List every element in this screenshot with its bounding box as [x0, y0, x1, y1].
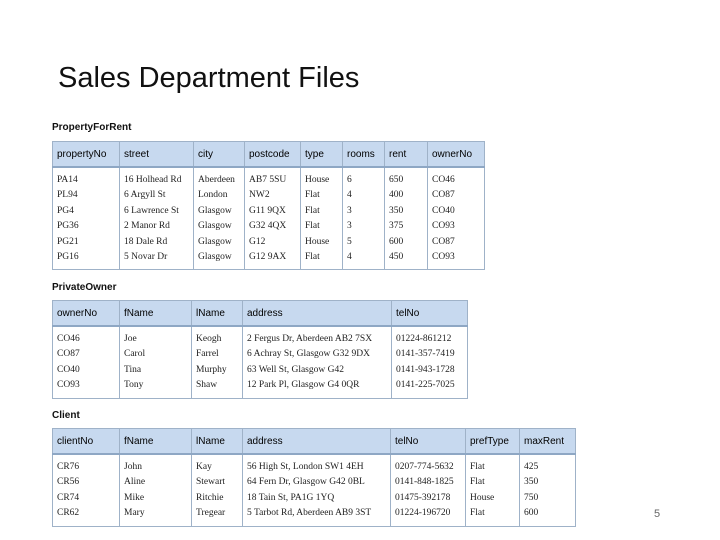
table-cell: 6 Achray St, Glasgow G32 9DX [243, 347, 392, 362]
table-cell: PA14 [57, 175, 78, 185]
column-header: ownerNo [428, 142, 485, 168]
table-cell: House [466, 491, 520, 506]
table-cell: 3 [343, 219, 385, 234]
table-cell: 5 Tarbot Rd, Aberdeen AB9 3ST [243, 506, 391, 526]
table-cell: Glasgow [194, 250, 245, 270]
property-for-rent-table [52, 141, 485, 270]
table-cell: Flat [301, 188, 343, 203]
table-cell: 600 [520, 506, 576, 526]
table-row [53, 378, 468, 398]
table-cell: 64 Fern Dr, Glasgow G42 0BL [243, 475, 391, 490]
page-number: 5 [654, 508, 661, 520]
table-row [53, 188, 485, 203]
table-cell: Glasgow [194, 204, 245, 219]
table-cell: G12 [245, 235, 301, 250]
table-cell: 5 [343, 235, 385, 250]
table-cell: Aline [120, 475, 192, 490]
table-cell: John [120, 454, 192, 475]
table-cell: Shaw [192, 378, 243, 398]
table-cell: Kay [192, 454, 243, 475]
table-cell: CO46 [428, 167, 485, 188]
table-cell: 0207-774-5632 [391, 454, 466, 475]
table-cell: 600 [385, 235, 428, 250]
column-header: fName [120, 301, 192, 327]
table-cell: 6 Argyll St [120, 188, 194, 203]
table-cell: CO93 [428, 219, 485, 234]
table-row [53, 250, 485, 270]
table-cell: PG4 [57, 205, 74, 216]
client-label: Client [52, 410, 80, 421]
table-cell: 450 [385, 250, 428, 270]
table-row [53, 167, 485, 188]
table-cell: Keogh [192, 326, 243, 347]
table-cell: House [301, 167, 343, 188]
column-header: telNo [392, 301, 468, 327]
table-cell: House [301, 235, 343, 250]
table-row [53, 491, 576, 506]
column-header: propertyNo [53, 142, 120, 168]
table-cell: 400 [385, 188, 428, 203]
table-cell: 0141-357-7419 [392, 347, 468, 362]
table-row [53, 326, 468, 347]
table-cell: Farrel [192, 347, 243, 362]
table-cell: CO87 [428, 235, 485, 250]
private-owner-table [52, 300, 468, 399]
column-header: telNo [391, 429, 466, 455]
column-header: ownerNo [53, 301, 120, 327]
table-cell: Mike [120, 491, 192, 506]
table-cell: 5 Novar Dr [120, 250, 194, 270]
column-header: maxRent [520, 429, 576, 455]
table-cell: 6 [343, 167, 385, 188]
table-cell: Flat [301, 219, 343, 234]
table-cell: CO93 [57, 380, 80, 391]
table-cell: PG21 [57, 236, 79, 247]
table-cell: 425 [520, 454, 576, 475]
table-cell: CO93 [428, 250, 485, 270]
page-title: Sales Department Files [58, 62, 360, 94]
table-cell: Joe [120, 326, 192, 347]
table-cell: 63 Well St, Glasgow G42 [243, 363, 392, 378]
table-cell: PG36 [57, 221, 79, 232]
table-cell: Glasgow [194, 235, 245, 250]
table-header-row [53, 142, 485, 168]
table-cell: CR62 [57, 508, 80, 519]
table-cell: CO40 [57, 364, 80, 375]
table-cell: G12 9AX [245, 250, 301, 270]
table-cell: Flat [301, 204, 343, 219]
table-cell: Carol [120, 347, 192, 362]
table-cell: 56 High St, London SW1 4EH [243, 454, 391, 475]
table-cell: CR76 [57, 462, 80, 472]
table-header-row [53, 301, 468, 327]
table-cell: Flat [301, 250, 343, 270]
table-cell: 650 [385, 167, 428, 188]
property-for-rent-label: PropertyForRent [52, 122, 132, 133]
column-header: street [120, 142, 194, 168]
table-cell: 0141-848-1825 [391, 475, 466, 490]
table-cell: 18 Dale Rd [120, 235, 194, 250]
column-header: rent [385, 142, 428, 168]
table-row [53, 235, 485, 250]
table-cell: PL94 [57, 190, 78, 201]
table-cell: Murphy [192, 363, 243, 378]
table-row [53, 347, 468, 362]
column-header: address [243, 301, 392, 327]
table-cell: 12 Park Pl, Glasgow G4 0QR [243, 378, 392, 398]
column-header: fName [120, 429, 192, 455]
table-cell: 0141-225-7025 [392, 378, 468, 398]
table-cell: 2 Manor Rd [120, 219, 194, 234]
table-cell: 750 [520, 491, 576, 506]
column-header: clientNo [53, 429, 120, 455]
table-cell: 3 [343, 204, 385, 219]
table-cell: 6 Lawrence St [120, 204, 194, 219]
table-cell: London [194, 188, 245, 203]
table-cell: 350 [385, 204, 428, 219]
table-row [53, 219, 485, 234]
table-cell: 4 [343, 188, 385, 203]
table-cell: 16 Holhead Rd [120, 167, 194, 188]
table-cell: 4 [343, 250, 385, 270]
table-cell: 01475-392178 [391, 491, 466, 506]
column-header: type [301, 142, 343, 168]
table-cell: Tony [120, 378, 192, 398]
table-cell: G11 9QX [245, 204, 301, 219]
column-header: city [194, 142, 245, 168]
table-cell: CO40 [428, 204, 485, 219]
table-cell: Aberdeen [194, 167, 245, 188]
column-header: postcode [245, 142, 301, 168]
table-cell: Stewart [192, 475, 243, 490]
table-cell: Tina [120, 363, 192, 378]
table-cell: Ritchie [192, 491, 243, 506]
table-cell: 375 [385, 219, 428, 234]
table-cell: 0141-943-1728 [392, 363, 468, 378]
table-cell: 18 Tain St, PA1G 1YQ [243, 491, 391, 506]
table-row [53, 454, 576, 475]
table-cell: Tregear [192, 506, 243, 526]
table-cell: 01224-196720 [391, 506, 466, 526]
table-cell: Glasgow [194, 219, 245, 234]
column-header: address [243, 429, 391, 455]
private-owner-label: PrivateOwner [52, 282, 117, 293]
table-cell: NW2 [245, 188, 301, 203]
table-cell: PG16 [57, 252, 79, 263]
table-cell: 2 Fergus Dr, Aberdeen AB2 7SX [243, 326, 392, 347]
table-header-row [53, 429, 576, 455]
table-row [53, 506, 576, 526]
column-header: rooms [343, 142, 385, 168]
table-cell: CO87 [428, 188, 485, 203]
column-header: lName [192, 301, 243, 327]
column-header: lName [192, 429, 243, 455]
table-row [53, 204, 485, 219]
table-cell: CO87 [57, 349, 80, 360]
table-cell: CR56 [57, 477, 80, 488]
table-cell: Flat [466, 475, 520, 490]
table-cell: G32 4QX [245, 219, 301, 234]
table-cell: 350 [520, 475, 576, 490]
table-cell: Flat [466, 454, 520, 475]
table-row [53, 363, 468, 378]
table-cell: Mary [120, 506, 192, 526]
table-cell: CO46 [57, 334, 80, 344]
table-cell: 01224-861212 [392, 326, 468, 347]
table-row [53, 475, 576, 490]
table-cell: CR74 [57, 492, 80, 503]
table-cell: Flat [466, 506, 520, 526]
client-table [52, 428, 576, 527]
table-cell: AB7 5SU [245, 167, 301, 188]
column-header: prefType [466, 429, 520, 455]
